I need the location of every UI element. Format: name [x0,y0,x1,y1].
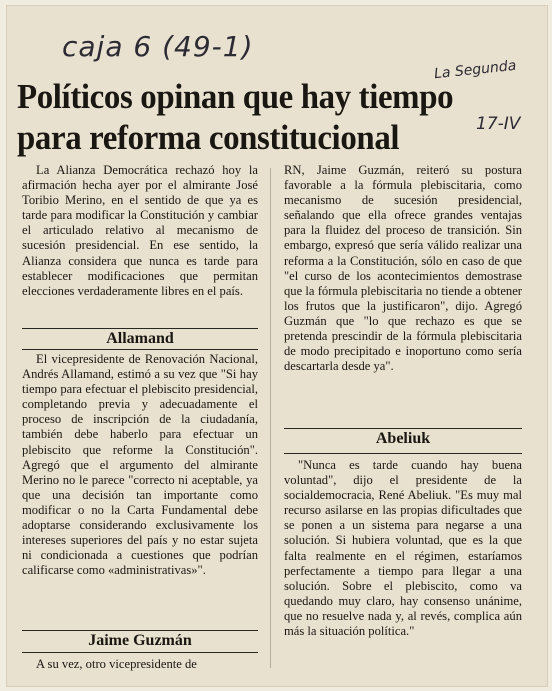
intro-paragraph: La Alianza Democrática rechazó hoy la afirmación hecha ayer por el almirante José Toribio Merino, en el sentido de que ya es tarde para modificar la Constitución y cambiar el articulado relativo al mecanismo de sucesión presidencial. En ese sentido, la Alianza considera que nunca es tarde para establecer modificaciones que permitan elecciones verdaderamente libres en el país. [22,163,258,298]
allamand-paragraph: El vicepresidente de Renovación Nacional, Andrés Allamand, estimó a su vez que "Si hay tiempo para efectuar el plebiscito presidencial, completando previa y adecuadamente el proceso de inscripción de la ciudadanía, también debe haberlo para efectuar un plebiscito que reforme la Constitución". Agregó que el argumento del almirante Merino no le parece "correcto ni aceptable, ya que una decisión tan importante como modificar o no la Carta Fundamental debe adoptarse considerando exclusivamente los intereses superiores del país y no estar sujeta ni condicionada a cuestiones que podrían calificarse como «administrativas»". [22,352,258,578]
section-body-abeliuk [284,458,522,639]
abeliuk-paragraph: "Nunca es tarde cuando hay buena voluntad", dijo el presidente de la socialdemocracia, René Abeliuk. "Es muy mal recurso asilarse en las propias dificultades que se ponen a un sistema para negarse a una solución. Si hubiera voluntad, que es la que falta realmente en el régimen, estaríamos perfectamente a tiempo para llegar a una solución. Sobre el plebiscito, como va quedando muy claro, hay consenso unánime, que no resuelve nada y, al revés, complica aún más la situación política." [284,458,522,639]
article-intro [22,163,258,299]
handwritten-box-label: caja 6 (49-1) [62,30,254,63]
section-rule [22,328,258,329]
section-rule [22,630,258,631]
guzman-paragraph-continued: RN, Jaime Guzmán, reiteró su postura favorable a la fórmula plebiscitaria, como mecanismo de sucesión presidencial, señalando que ella ofrece grandes ventajas para la fluidez del proceso de transición. Sin embargo, expresó que sería válido realizar una reforma a la Constitución, sólo en caso de que "el curso de los acontecimientos demostrase que la fórmula plebiscitaria no tiende a obtener los frutos que la justificaron", dijo. Agregó Guzmán que "lo que rechazo es que se pretenda prescindir de la fórmula plebiscitaria de modo precipitado e inoportuno como sería descartarla desde ya". [284,163,522,374]
article-headline: Políticos opinan que hay tiempo para reforma constitucional [17,77,454,157]
section-body-guzman-continued [284,163,522,374]
column-divider [270,168,271,668]
section-body-allamand [22,352,258,578]
section-title-abeliuk: Abeliuk [375,430,431,447]
handwritten-newspaper-name: La Segunda [433,57,518,83]
section-rule [22,652,258,653]
section-rule [284,453,522,454]
guzman-paragraph-start: A su vez, otro vicepresidente de [36,657,197,671]
section-rule [284,428,522,429]
section-title-guzman: Jaime Guzmán [88,632,192,649]
handwritten-date: 17-IV [476,114,521,134]
section-body-guzman-start [22,657,258,672]
section-rule [22,349,258,350]
section-title-allamand: Allamand [106,330,174,347]
